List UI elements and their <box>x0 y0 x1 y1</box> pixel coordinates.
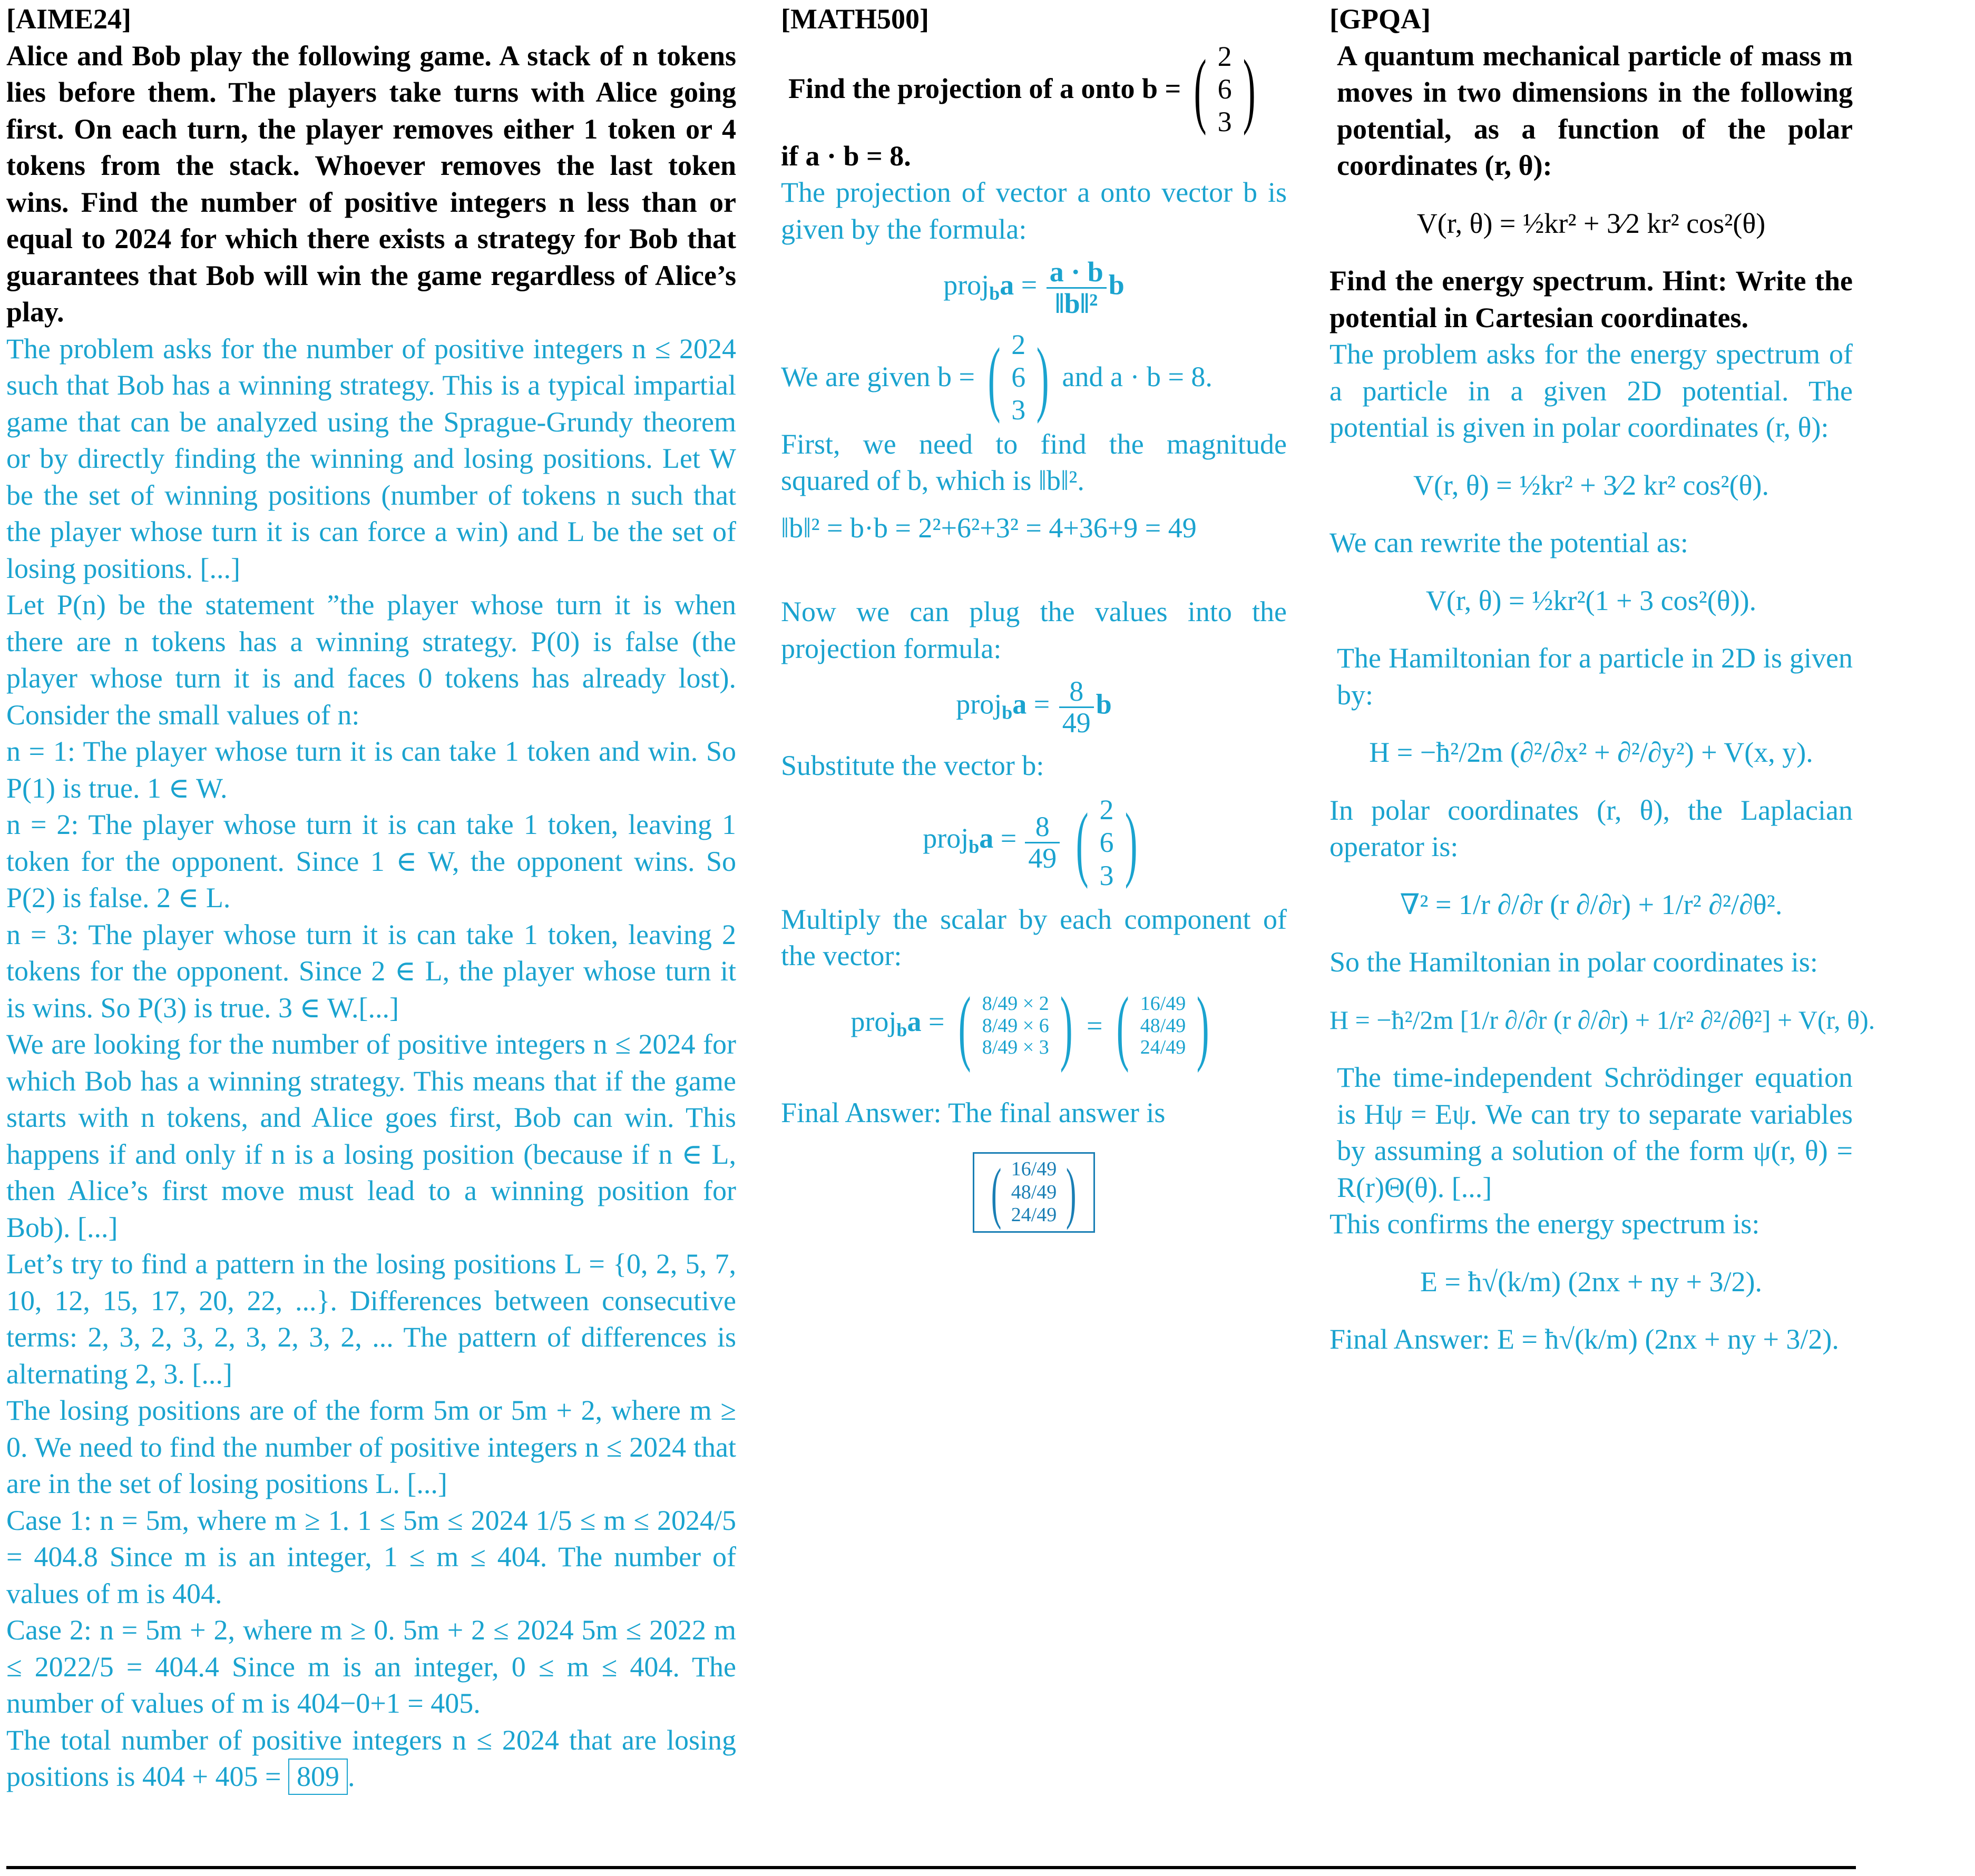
answer-paragraph: n = 1: The player whose turn it is can take 1 token and win. So P(1) is true. 1 ∈ W. <box>6 735 736 804</box>
boxed-answer: 809 <box>288 1759 348 1795</box>
final-answer-box-wrap <box>781 1152 1287 1233</box>
final-answer: Final Answer: E = ħ√(k/m) (2nx + ny + 3/2). <box>1329 1323 1839 1355</box>
question-text: A quantum mechanical particle of mass m moves in two dimensions in the following potential, as a function of the polar coordinates (r, θ): <box>1337 40 1853 181</box>
answer-paragraph: The Hamiltonian for a particle in 2D is given by: <box>1337 642 1853 711</box>
question-text: Find the projection of a onto b = <box>788 72 1181 104</box>
projection-formula: proj$_b$a = $\frac{a \cdot b}{\text{‖b‖²}}$ b <box>943 256 1125 319</box>
vector-cell: 6 <box>1099 827 1114 859</box>
final-period: . <box>347 1761 355 1792</box>
column-gpqa <box>1329 0 1875 1358</box>
multiplied-vector: proj$_b$a = ( 8/49 × 2 8/49 × 6 8/49 × 3 ) = ( 16/49 48/49 24/49 ) <box>850 979 1209 1073</box>
question-line <box>781 40 1287 138</box>
answer-paragraph: Let P(n) be the statement ”the player whose turn it is when there are n tokens has a winning strategy. P(0) is false (the player whose turn it is and faces 0 tokens has already lost). Consider the small values of n: <box>6 589 736 731</box>
horizontal-rule <box>6 1866 1856 1869</box>
dataset-tag: [GPQA] <box>1329 3 1431 35</box>
right-paren: ) <box>1243 42 1256 136</box>
vector-cell: 3 <box>1011 394 1026 426</box>
vector-cell: 2 <box>1011 328 1026 360</box>
equation: ∇² = 1/r ∂/∂r (r ∂/∂r) + 1/r² ∂²/∂θ². <box>1400 888 1783 920</box>
question-condition: if a · b = 8. <box>781 140 911 172</box>
answer-paragraph: In polar coordinates (r, θ), the Laplacian operator is: <box>1329 794 1853 862</box>
dataset-tag: [MATH500] <box>781 3 929 35</box>
vector-cell: 6 <box>1011 361 1026 393</box>
question-text: Find the energy spectrum. Hint: Write the potential in Cartesian coordinates. <box>1329 265 1853 333</box>
vector-cell: 2 <box>1099 794 1114 826</box>
equation: E = ħ√(k/m) (2nx + ny + 3/2). <box>1420 1265 1762 1298</box>
column-aime24 <box>6 0 736 1795</box>
answer-paragraph: The problem asks for the energy spectrum of a particle in a given 2D potential. The potential is given in polar coordinates (r, θ): <box>1329 338 1853 443</box>
answer-paragraph: Let’s try to find a pattern in the losing positions L = {0, 2, 5, 7, 10, 12, 15, 17, 20, 22, ...}. Differences between consecutive terms: 2, 3, 2, 3, 2, 3, 2, 3, 2, ... The pattern of differences is alternating 2, 3. [...] <box>6 1248 736 1390</box>
vector-cell: 16/49 <box>1140 992 1186 1015</box>
magnitude-equation: ‖b‖² = b·b = 2²+6²+3² = 4+36+9 = 49 <box>781 512 1197 544</box>
answer-paragraph: The projection of vector a onto vector b is given by the formula: <box>781 176 1287 245</box>
answer-paragraph: We are looking for the number of positive integers n ≤ 2024 for which Bob has a winning strategy. This means that if the game starts with n tokens, and Alice goes first, Bob can win. This happens if and only if n is a losing position (because if n ∈ L, then Alice’s first move must lead to a winning position for Bob). [...] <box>6 1028 736 1243</box>
final-answer-label: Final Answer: The final answer is <box>781 1096 1166 1128</box>
projection-scalar: proj$_b$a = $\frac{8}{49}$ b <box>956 675 1112 739</box>
vector-cell: 24/49 <box>1140 1036 1186 1059</box>
answer-paragraph: n = 2: The player whose turn it is can take 1 token, leaving 1 token for the opponent. Since 1 ∈ W, the opponent wins. So P(2) is false. 2 ∈ L. <box>6 809 736 914</box>
vector-cell: 24/49 <box>1011 1204 1057 1226</box>
vector-b: ( 2 6 3 ) <box>988 328 1049 426</box>
vector-cell: 48/49 <box>1011 1181 1057 1203</box>
vector-b <box>1186 40 1263 138</box>
equation: H = −ħ²/2m (∂²/∂x² + ∂²/∂y²) + V(x, y). <box>1369 736 1813 768</box>
equation: V(r, θ) = ½kr²(1 + 3 cos²(θ)). <box>1425 584 1757 616</box>
dataset-tag: [AIME24] <box>6 3 131 35</box>
answer-paragraph: First, we need to find the magnitude squared of b, which is ‖b‖². <box>781 428 1287 497</box>
answer-paragraph: Substitute the vector b: <box>781 749 1044 781</box>
vector-cell: 2 <box>1217 40 1232 72</box>
answer-paragraph: Now we can plug the values into the projection formula: <box>781 596 1287 664</box>
answer-paragraph: Case 1: n = 5m, where m ≥ 1. 1 ≤ 5m ≤ 2024 1/5 ≤ m ≤ 2024/5 = 404.8 Since m is an integer, 1 ≤ m ≤ 404. The number of values of m is 404. <box>6 1504 736 1609</box>
answer-paragraph: n = 3: The player whose turn it is can take 1 token, leaving 2 tokens for the opponent. Since 2 ∈ L, the player whose turn it is wins. So P(3) is true. 3 ∈ W.[...] <box>6 918 736 1024</box>
answer-paragraph: We can rewrite the potential as: <box>1329 527 1688 558</box>
answer-paragraph: Case 2: n = 5m + 2, where m ≥ 0. 5m + 2 ≤ 2024 5m ≤ 2022 m ≤ 2022/5 = 404.4 Since m is an integer, 0 ≤ m ≤ 404. The number of values of m is 404−0+1 = 405. <box>6 1614 736 1719</box>
equation: H = −ħ²/2m [1/r ∂/∂r (r ∂/∂r) + 1/r² ∂²/∂θ²] + V(r, θ). <box>1329 1005 1875 1035</box>
answer-paragraph: The time-independent Schrödinger equation is Hψ = Eψ. We can try to separate variables by assuming a solution of the form ψ(r, θ) = R(r)Θ(θ). [...] <box>1337 1062 1853 1203</box>
vector-cell: 8/49 × 2 <box>982 992 1049 1015</box>
vector-cell: 8/49 × 3 <box>982 1036 1049 1059</box>
answer-paragraph: So the Hamiltonian in polar coordinates is: <box>1329 946 1818 978</box>
answer-final-paragraph <box>6 1722 736 1795</box>
question-equation: V(r, θ) = ½kr² + 3⁄2 kr² cos²(θ) <box>1416 207 1766 239</box>
vector-cell: 3 <box>1217 105 1232 137</box>
fraction: $\frac{a \cdot b}{\text{‖b‖²}}$ <box>1047 257 1107 318</box>
vector-cell: 16/49 <box>1011 1158 1057 1181</box>
projection-vector: proj$_b$a = $\frac{8}{49}$ ( 2 6 3 ) <box>923 794 1138 891</box>
answer-line: We are given b = ( 2 6 3 ) and a · b = 8. <box>781 328 1213 426</box>
final-sentence: The total number of positive integers n ≤ 2024 that are losing positions is 404 + 405 = <box>6 1724 736 1792</box>
left-paren: ( <box>1194 42 1207 136</box>
answer-paragraph: Multiply the scalar by each component of the vector: <box>781 903 1287 972</box>
question-text: Alice and Bob play the following game. A stack of n tokens lies before them. The players take turns with Alice going first. On each turn, the player removes either 1 token or 4 tokens from the stack. Whoever removes the last token wins. Find the number of positive integers n less than or equal to 2024 for which there exists a strategy for Bob that guarantees that Bob will win the game regardless of Alice’s play. <box>6 40 736 328</box>
equation: V(r, θ) = ½kr² + 3⁄2 kr² cos²(θ). <box>1413 469 1769 501</box>
vector-cell: 8/49 × 6 <box>982 1014 1049 1037</box>
answer-paragraph: The losing positions are of the form 5m or 5m + 2, where m ≥ 0. We need to find the number of positive integers n ≤ 2024 that are in the set of losing positions L. [...] <box>6 1394 736 1499</box>
answer-paragraph: This confirms the energy spectrum is: <box>1329 1208 1760 1240</box>
answer-paragraph: The problem asks for the number of positive integers n ≤ 2024 such that Bob has a winning strategy. This is a typical impartial game that can be analyzed using the Sprague-Grundy theorem or by directly finding the winning and losing positions. Let W be the set of winning positions (number of tokens n such that the player whose turn it is can force a win) and L be the set of losing positions. [...] <box>6 332 736 584</box>
vector-cell: 48/49 <box>1140 1014 1186 1037</box>
vector-cell: 3 <box>1099 859 1114 891</box>
proj-label: proj$_b$a <box>943 269 1014 304</box>
vector-cell: 6 <box>1217 73 1232 105</box>
column-math500 <box>781 0 1287 1233</box>
final-answer-box: ( 16/49 48/49 24/49 ) <box>973 1152 1094 1233</box>
